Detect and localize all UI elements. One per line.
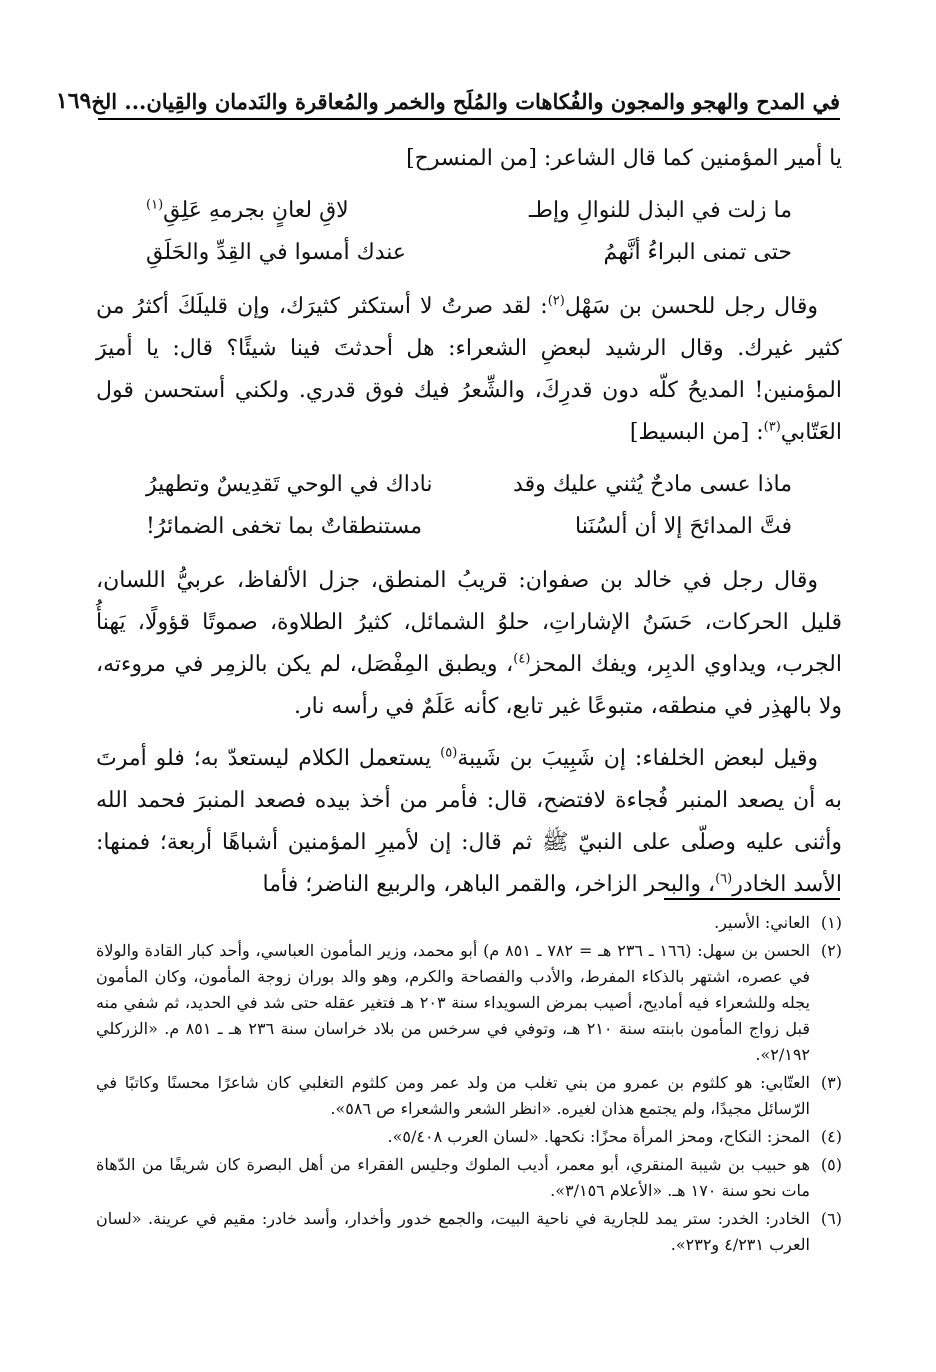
verse-hemistich-first: ما زلت في البذل للنوالِ وإطـ (528, 198, 792, 223)
footnote-text: العتّابي: هو كلثوم بن عمرو من بني تغلب من ولد عمر ومن كلثوم التغلبي كان شاعرًا محسنًا وكاتبًا في الرّسائل مجيدًا، ولم يجتمع هذان لغيره. «انظر الشعر والشعراء ص ٥٨٦». (96, 1073, 810, 1118)
footnote-text: المحز: النكاح، ومحز المرأة محزًا: نكحها. «لسان العرب ٥/٤٠٨». (387, 1127, 810, 1146)
footnote (96, 938, 842, 1068)
paragraph-text: : [من البسيط] (629, 420, 764, 445)
footnote-ref: (٤) (513, 651, 531, 667)
verse-hemistich-first: ماذا عسى مادحٌ يُثني عليك وقد (513, 472, 792, 497)
verse-hemistich-first: فتَّ المدائحَ إلا أن ألسُنَنا (575, 514, 792, 539)
footnotes (96, 910, 842, 1260)
paragraph-text: ، ويطبق المِفْصَل، لم يكن بالزمِر في مروءته، ولا بالهذِر في منطقه، متبوعًا غير تابع، كأنه عَلَمٌ في رأسه نار. (96, 652, 842, 719)
verse-basit (146, 464, 792, 548)
footnote-number: (٣) (820, 1073, 842, 1092)
verse-hemistich-second (146, 190, 443, 232)
footnote-text: الخادر: الخدر: ستر يمد للجارية في ناحية البيت، والجمع خدور وأخدار، وأسد خادر: مقيم في عرينة. «لسان العرب ٤/٢٣١ و٢٣٢». (96, 1209, 810, 1254)
footnote-ref: (٥) (440, 745, 458, 761)
verse-text: لاقِ لعانٍ بجرمهِ عَلِقِ (163, 198, 349, 223)
verse-line (146, 464, 792, 506)
footnote-number: (٤) (820, 1127, 842, 1146)
footnote-ref: (٦) (715, 871, 733, 887)
footnote-text: هو حبيب بن شيبة المنقري، أبو معمر، أديب الملوك وجليس الفقراء من أهل البصرة كان شريفًا من الدّهاة مات نحو سنة ١٧٠ هـ. «الأعلام ٣/١٥٦». (96, 1155, 810, 1200)
paragraph-text: يا أمير المؤمنين كما قال الشاعر: [من المنسرح] (406, 146, 842, 171)
paragraph-text: وقيل لبعض الخلفاء: إن شَبِيبَ بن شَيبة (457, 746, 818, 771)
footnote-number: (٦) (820, 1209, 842, 1228)
verse-hemistich-second: مستنطقاتٌ بما تخفى الضمائرُ! (146, 514, 423, 539)
paragraph-intro (96, 138, 842, 180)
paragraph-text: ، والبحر الزاخر، والقمر الباهر، والربيع الناضر؛ فأما (262, 872, 716, 897)
verse-hemistich-second: عندك أمسوا في القِدِّ والحَلَقِ (146, 240, 407, 265)
running-header (55, 70, 840, 120)
footnote-ref: (٣) (763, 419, 781, 435)
paragraph-text: وقال رجل للحسن بن سَهْل (564, 294, 818, 319)
footnote-ref: (٢) (547, 293, 565, 309)
footnote (96, 1206, 842, 1258)
footnote (96, 1124, 842, 1150)
paragraph-text: : لقد صرتُ لا أستكثر كثيرَك، وإن قليلَكَ أكثرُ من كثير غيرك. وقال الرشيد لبعضِ الشعراء: هل أحدثتَ فينا شيئًا؟ قال: يا أميرَ المؤمنين! المديحُ كلّه دون قدرِكَ، والشِّعرُ فيك فوق قدري. ولكني أستحسن قول العَتّابي (96, 294, 842, 445)
footnote-number: (١) (820, 913, 842, 932)
verse-munsarih (146, 190, 792, 274)
verse-line (146, 506, 792, 548)
paragraph-hasan (96, 286, 842, 454)
paragraph-khalid (96, 560, 842, 728)
main-text (96, 138, 842, 916)
footnote-divider (664, 898, 840, 900)
footnote (96, 1070, 842, 1122)
header-title: في المدح والهجو والمجون والفُكاهات والمُلَح والخمر والمُعاقرة والنَدمان والقِيان... الخ (91, 89, 840, 114)
page-number: ١٦٩ (55, 88, 92, 114)
footnote-number: (٥) (820, 1155, 842, 1174)
verse-hemistich-first: حتى تمنى البراءُ أنَّهمُ (603, 240, 792, 265)
paragraph-shabib (96, 738, 842, 906)
paragraph-text: وقال رجل في خالد بن صفوان: قريبُ المنطق، جزل الألفاظ، عربيُّ اللسان، قليل الحركات، حَسَنُ الإشاراتِ، حلوُ الشمائل، كثيرُ الطلاوة، صموتًا قؤولًا، يَهنأُ الجرب، ويداوي الدبِر، ويفك المحز (96, 568, 842, 677)
footnote (96, 910, 842, 936)
verse-line (146, 190, 792, 232)
paragraph-text: يستعمل الكلام ليستعدّ به؛ فلو أمرتَ به أن يصعد المنبر فُجاءة لافتضح، قال: فأمر من أخذ بيده فصعد المنبرَ فحمد الله وأثنى عليه وصلّى على النبيّ ﷺ ثم قال: إن لأميرِ المؤمنين أشباهًا أربعة؛ فمنها: الأسد الخادر (96, 746, 842, 897)
footnote (96, 1152, 842, 1204)
footnote-ref: (١) (146, 197, 164, 213)
footnote-text: الحسن بن سهل: (١٦٦ ـ ٢٣٦ هـ = ٧٨٢ ـ ٨٥١ م) أبو محمد، وزير المأمون العباسي، وأحد كبار القادة والولاة في عصره، اشتهر بالذكاء المفرط، والأدب والفصاحة والكرم، وهو والد بوران زوجة المأمون، وكان المأمون يجله وللشعراء فيه أماديح، أصيب بمرض السويداء سنة ٢٠٣ هـ فتغير عقله حتى شد في الحديد، ثم شفي منه قبل زواج المأمون بابنته سنة ٢١٠ هـ، وتوفي في سرخس من بلاد خراسان سنة ٢٣٦ هـ ـ ٨٥١ م. «الزركلي ٢/١٩٢». (96, 941, 811, 1064)
verse-hemistich-second: ناداك في الوحي تَقدِيسٌ وتطهيرُ (146, 472, 433, 497)
verse-line (146, 232, 792, 274)
footnote-number: (٢) (820, 941, 842, 960)
footnote-text: العاني: الأسير. (714, 913, 810, 932)
